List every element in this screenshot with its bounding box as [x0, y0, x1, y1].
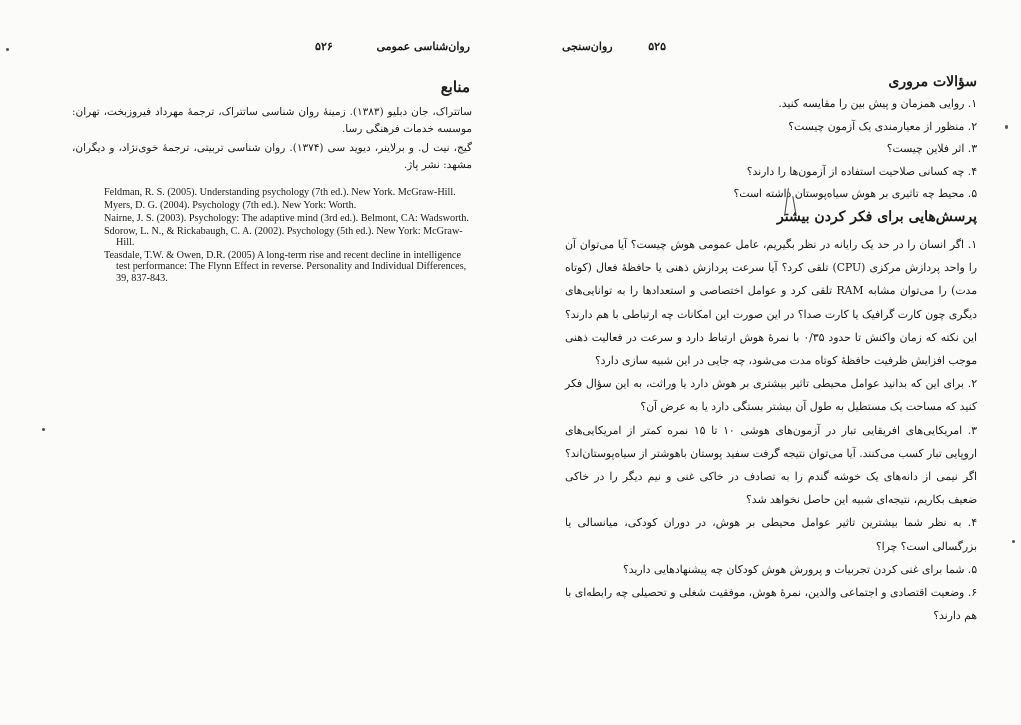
reference-entry: ساتتراک، جان دبلیو (۱۳۸۳). زمینهٔ روان شناسی ساتتراک، ترجمهٔ مهرداد فیروزبخت، تهران: موسسه خدمات فرهنگی رسا.	[72, 106, 472, 135]
reference-entry: Feldman, R. S. (2005). Understanding psychology (7th ed.). New York. McGraw-Hill.	[104, 187, 456, 198]
list-item: ۱. اگر انسان را در حد یک رایانه در نظر بگیریم، عامل عمومی هوش چیست؟ آیا می‌توان آن را واحد پردازش مرکزی (CPU) تلقی کرد؟ آیا سرعت پردازش ذهنی یا حافظهٔ فعال (کوتاه مدت) را می‌توان مشابه RAM تلقی کرد و عوامل اختصاصی و استعدادها را به توانایی‌های دیگری چون کارت گرافیک یا کارت صدا؟ در این صورت این امکانات چه ارتباطی با هم دارند؟ این نکته که زمان واکنش تا حدود ۰/۳۵ با نمرهٔ هوش ارتباط دارد و سرعت در فعالیت ذهنی موجب افزایش ظرفیت حافظهٔ کوتاه مدت می‌شود، چه جایی در این شبیه سازی دارد؟	[565, 238, 977, 368]
list-item: ۱. روایی همزمان و پیش بین را مقایسه کنید.	[778, 97, 977, 110]
sources-heading: منابع	[440, 78, 470, 96]
list-item: ۲. منظور از معیارمندی یک آزمون چیست؟	[788, 119, 977, 133]
list-item: ۲. برای این که بدانید عوامل محیطی تاثیر بیشتری بر هوش دارد یا وراثت، به این سؤال فکر کنید که مساحت یک مستطیل به طول آن بیشتر بستگی دارد یا به عرض آن؟	[565, 377, 977, 414]
reference-entry: Sdorow, L. N., & Rickabaugh, C. A. (2002). Psychology (5th ed.). New York: McGraw-Hill.	[104, 225, 463, 249]
running-head	[315, 40, 470, 53]
header-title: روان‌شناسی عمومی	[376, 40, 470, 53]
list-item: ۳. امریکایی‌های افریقایی تبار در آزمون‌های هوشی ۱۰ تا ۱۵ نمره کمتر از امریکایی‌های اروپایی تبار کسب می‌کنند. آیا می‌توان نتیجه گرفت سفید پوستان باهوشتر از سیاه‌پوستان‌اند؟ اگر نیمی از دانه‌های یک خوشه گندم را به تصادف در خاکی غنی و نیم دیگر را در خاکی ضعیف بکاریم، نتیجه‌ای شبیه این حاصل نخواهد شد؟	[565, 423, 977, 507]
thinking-questions-heading: پرسش‌هایی برای فکر کردن بیشتر	[777, 209, 977, 225]
right-page	[510, 0, 1021, 725]
review-questions-list	[567, 93, 977, 206]
running-head	[562, 40, 666, 53]
english-references	[104, 187, 476, 286]
left-page	[0, 0, 510, 725]
reference-entry: Nairne, J. S. (2003). Psychology: The adaptive mind (3rd ed.). Belmont, CA: Wadsworth.	[104, 212, 469, 224]
list-item: ۵. شما برای غنی کردن تجربیات و پرورش هوش کودکان چه پیشنهادهایی دارید؟	[622, 562, 977, 576]
list-item: ۶. وضعیت اقتصادی و اجتماعی والدین، نمرهٔ هوش، موفقیت شغلی و تحصیلی چه رابطه‌ای با هم دارند؟	[565, 586, 977, 623]
header-page-number: ۵۲۶	[315, 40, 333, 53]
reference-entry: Teasdale, T.W. & Owen, D.R. (2005) A long-term rise and recent decline in intelligence test performance: The Flynn Effect in reverse. Personality and Individual Differences, 39, 837-843.	[104, 250, 467, 284]
list-item: ۴. به نظر شما بیشترین تاثیر عوامل محیطی بر هوش، در دوران کودکی، میانسالی یا بزرگسالی است؟ چرا؟	[565, 516, 977, 553]
list-item: ۵. محیط چه تاثیری بر هوش سیاه‌پوستان داشته است؟	[733, 187, 977, 201]
list-item: ۴. چه کسانی صلاحیت استفاده از آزمون‌ها را دارند؟	[746, 164, 977, 178]
reference-entry: گیج، نیت ل. و برلاینر، دیوید سی (۱۳۷۴). روان شناسی تربیتی، ترجمهٔ خوی‌نژاد، و دیگران، مشهد: نشر پاژ.	[72, 142, 472, 171]
header-page-number: ۵۲۵	[648, 40, 666, 53]
reference-entry: Myers, D. G. (2004). Psychology (7th ed.). New York: Worth.	[104, 199, 357, 211]
thinking-questions-list	[565, 233, 977, 627]
list-item: ۳. اثر فلاین چیست؟	[886, 142, 977, 156]
header-title: روان‌سنجی	[562, 40, 613, 53]
review-questions-heading: سؤالات مروری	[888, 74, 977, 90]
persian-references	[72, 104, 472, 176]
